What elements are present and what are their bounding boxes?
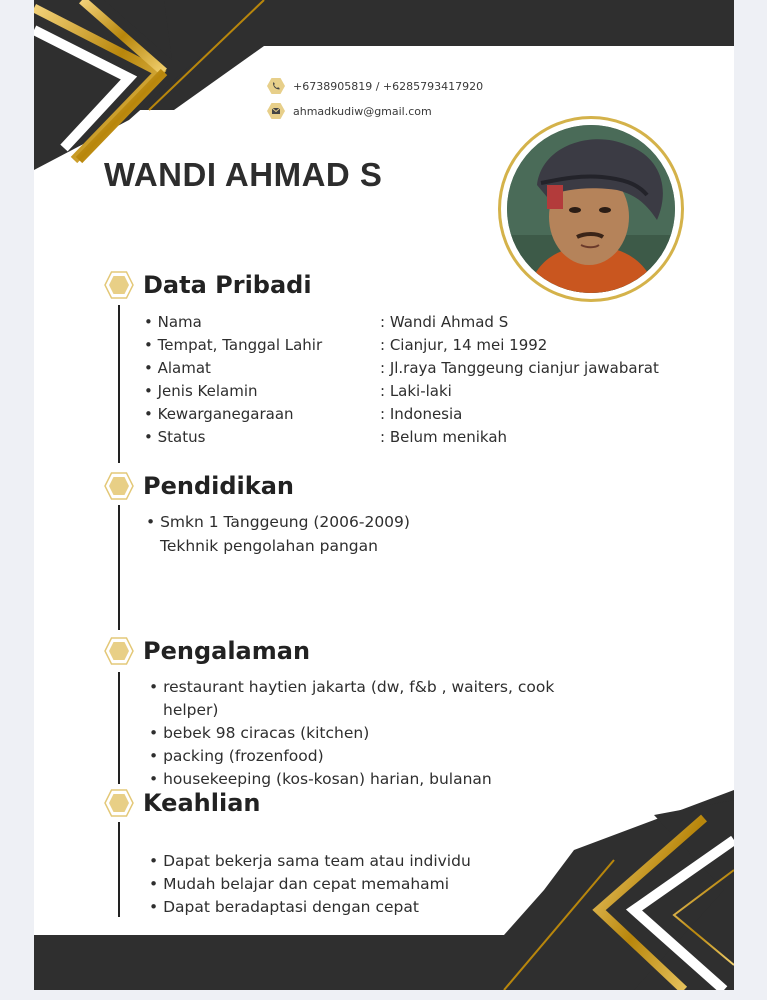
contact-email xyxy=(267,102,432,120)
portrait-image xyxy=(507,125,675,293)
personal-value: : Wandi Ahmad S xyxy=(380,313,509,331)
email-text: ahmadkudiw@gmail.com xyxy=(293,104,432,118)
experience-item: • bebek 98 ciracas (kitchen) xyxy=(149,724,370,742)
section-heading-experience xyxy=(104,637,310,665)
mail-icon xyxy=(267,102,285,120)
section-heading-personal xyxy=(104,271,312,299)
hexagon-icon xyxy=(104,637,134,665)
personal-label: • Jenis Kelamin xyxy=(144,382,258,400)
person-name: WANDI AHMAD S xyxy=(104,156,383,193)
education-school: • Smkn 1 Tanggeung (2006-2009) xyxy=(146,513,410,531)
experience-item: • packing (frozenfood) xyxy=(149,747,324,765)
section-title-skills: Keahlian xyxy=(143,789,261,817)
hexagon-icon xyxy=(104,789,134,817)
section-title-experience: Pengalaman xyxy=(143,637,311,665)
phone-text: +6738905819 / +6285793417920 xyxy=(293,79,484,93)
personal-label: • Kewarganegaraan xyxy=(144,405,294,423)
profile-photo xyxy=(498,116,684,302)
timeline-line-personal xyxy=(118,305,120,463)
personal-label: • Nama xyxy=(144,313,202,331)
section-heading-education xyxy=(104,472,294,500)
personal-value: : Cianjur, 14 mei 1992 xyxy=(380,336,548,354)
personal-label: • Tempat, Tanggal Lahir xyxy=(144,336,323,354)
skill-item: • Dapat beradaptasi dengan cepat xyxy=(149,898,419,916)
personal-value: : Jl.raya Tanggeung cianjur jawabarat xyxy=(380,359,659,377)
section-title-personal: Data Pribadi xyxy=(143,271,312,299)
experience-item: • housekeeping (kos-kosan) harian, bulanan xyxy=(149,770,492,788)
experience-item: • restaurant haytien jakarta (dw, f&b , waiters, cook xyxy=(149,678,555,696)
personal-label: • Status xyxy=(144,428,206,446)
education-major: Tekhnik pengolahan pangan xyxy=(160,537,378,555)
skill-item: • Dapat bekerja sama team atau individu xyxy=(149,852,471,870)
personal-value: : Laki-laki xyxy=(380,382,452,400)
hexagon-icon xyxy=(104,271,134,299)
hexagon-icon xyxy=(104,472,134,500)
timeline-line-education xyxy=(118,505,120,630)
personal-value: : Indonesia xyxy=(380,405,463,423)
contact-phone xyxy=(267,77,483,95)
section-title-education: Pendidikan xyxy=(143,472,295,500)
personal-label: • Alamat xyxy=(144,359,211,377)
experience-item-continuation: helper) xyxy=(163,701,219,719)
resume-page xyxy=(34,0,734,990)
section-heading-skills xyxy=(104,789,260,817)
timeline-line-experience xyxy=(118,672,120,784)
timeline-line-skills xyxy=(118,822,120,917)
personal-value: : Belum menikah xyxy=(380,428,508,446)
phone-icon xyxy=(267,77,285,95)
skill-item: • Mudah belajar dan cepat memahami xyxy=(149,875,450,893)
